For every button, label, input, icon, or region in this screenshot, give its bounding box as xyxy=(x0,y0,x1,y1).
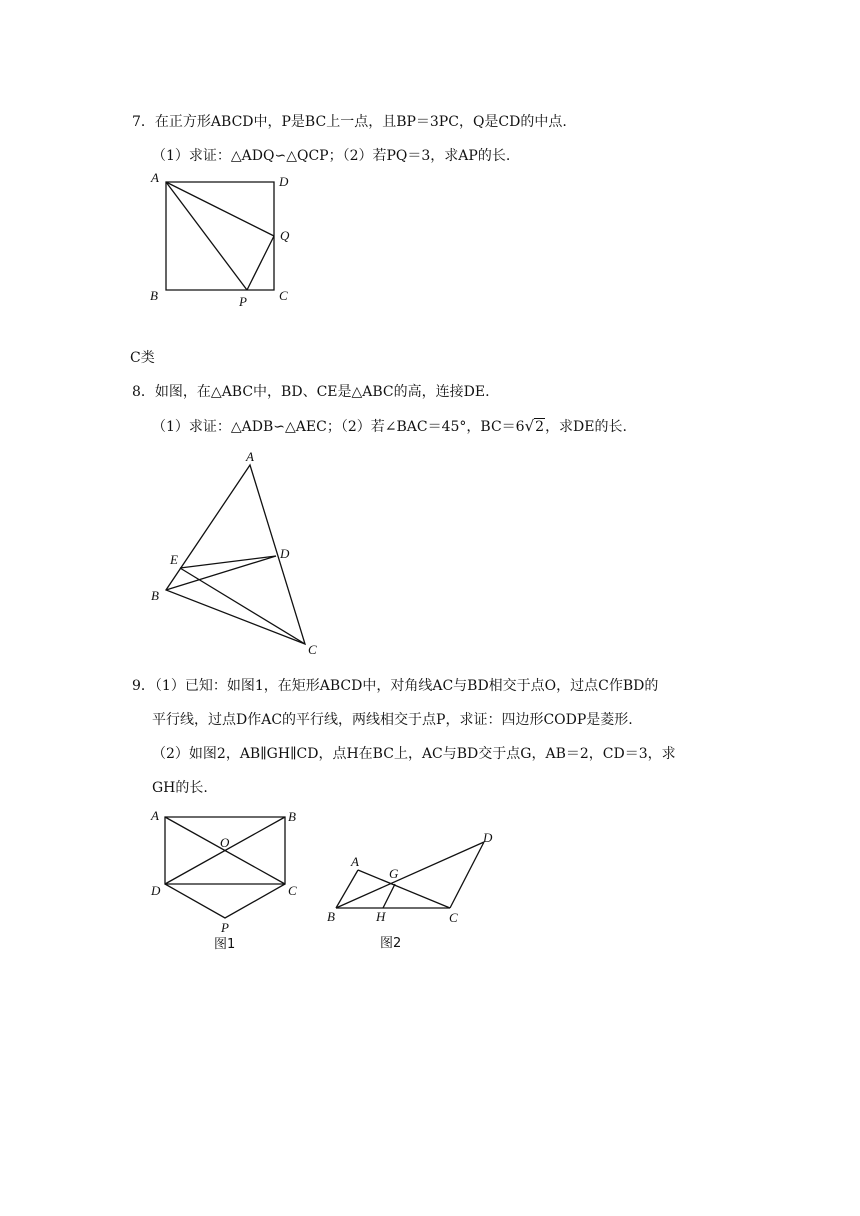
q7-label-b: B xyxy=(150,288,158,303)
q8-label-b: B xyxy=(151,588,159,603)
section-c-heading: C类 xyxy=(130,350,155,366)
q9-fig2-caption: 图2 xyxy=(380,936,402,951)
q9-fig1-label-d: D xyxy=(151,883,161,898)
q8-part2-prefix: （2）若∠BAC＝45°，BC＝6 xyxy=(340,419,525,435)
q8-number: 8． xyxy=(132,384,155,400)
q9-fig1-label-a: A xyxy=(151,808,159,823)
q9-fig1-caption: 图1 xyxy=(214,937,236,952)
q7-label-q: Q xyxy=(280,228,290,243)
q8-part1: （1）求证：△ADB∽△AEC； xyxy=(152,419,341,435)
q9-fig2-label-d: D xyxy=(483,830,493,845)
q9-fig2-label-h: H xyxy=(376,909,386,924)
q8-part2-suffix: ，求DE的长. xyxy=(545,419,627,435)
q9-fig2-segment-ab xyxy=(336,870,358,908)
q9-line3: （2）如图2，AB∥GH∥CD，点H在BC上，AC与BD交于点G，AB＝2，CD＝3，求 xyxy=(152,746,676,762)
q9-line4: GH的长. xyxy=(152,780,208,796)
q9-fig1-label-c: C xyxy=(288,883,297,898)
q9-number: 9． xyxy=(132,678,155,694)
q7-label-d: D xyxy=(279,174,289,189)
q9-fig2-segment-cd xyxy=(450,842,484,908)
q7-label-a: A xyxy=(151,170,159,185)
q9-fig2-label-a: A xyxy=(351,854,359,869)
q7-stem: 在正方形ABCD中，P是BC上一点，且BP＝3PC，Q是CD的中点. xyxy=(154,114,567,130)
q9-fig2-label-g: G xyxy=(389,866,399,881)
q9-fig1-label-o: O xyxy=(220,835,230,850)
q8-sqrt: √2 xyxy=(524,417,545,435)
q9-fig2-segment-bd xyxy=(336,842,484,908)
q8-label-e: E xyxy=(170,552,178,567)
q9-fig2-segment-ac xyxy=(358,870,450,908)
q7-part1: （1）求证：△ADQ∽△QCP； xyxy=(152,148,343,164)
q9-fig1-label-p: P xyxy=(221,920,229,935)
q7-part2: （2）若PQ＝3，求AP的长. xyxy=(342,148,511,164)
q9-fig1-label-b: B xyxy=(288,809,296,824)
q8-radicand: 2 xyxy=(535,419,545,435)
q8-label-c: C xyxy=(308,642,317,657)
q7-label-c: C xyxy=(279,288,288,303)
q8-stem: 如图，在△ABC中，BD、CE是△ABC的高，连接DE. xyxy=(154,384,490,400)
q9-fig2-label-b: B xyxy=(327,909,335,924)
q9-fig2-label-c: C xyxy=(449,910,458,925)
q7-number: 7． xyxy=(132,114,155,130)
q7-label-p: P xyxy=(239,294,247,309)
q9-line1-text: （1）已知：如图1，在矩形ABCD中，对角线AC与BD相交于点O，过点C作BD的 xyxy=(154,678,659,694)
q9-line2: 平行线，过点D作AC的平行线，两线相交于点P，求证：四边形CODP是菱形. xyxy=(152,712,633,728)
q8-label-d: D xyxy=(280,546,290,561)
q9-fig2-segment-gh xyxy=(383,884,395,908)
q8-label-a: A xyxy=(246,449,254,464)
